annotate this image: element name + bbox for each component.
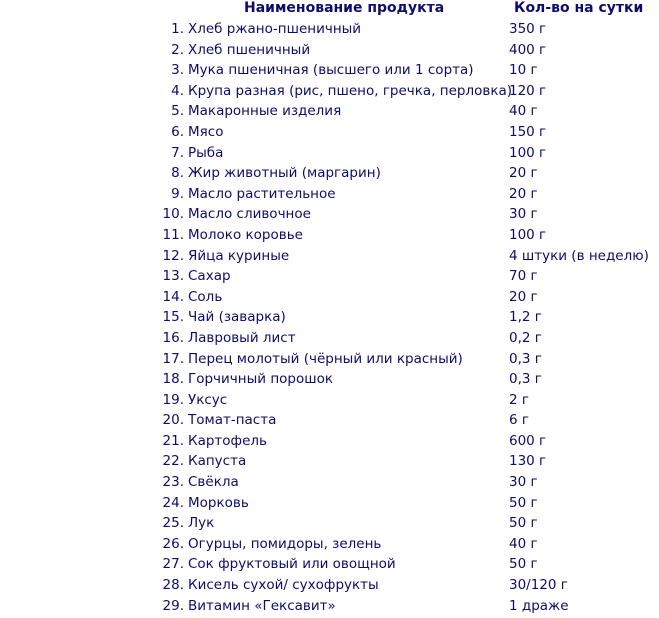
- row-number: 21.: [162, 432, 184, 449]
- product-name: Яйца куриные: [188, 247, 290, 264]
- table-row: [0, 81, 659, 102]
- table-header: [0, 0, 659, 18]
- product-name: Мясо: [188, 123, 224, 140]
- table-row: [0, 266, 659, 287]
- product-quantity: 30 г: [509, 474, 538, 491]
- table-row: [0, 184, 659, 205]
- table-row: [0, 101, 659, 122]
- row-number: 12.: [162, 247, 184, 264]
- product-name: Картофель: [188, 432, 267, 449]
- table-row: [0, 534, 659, 555]
- table-row: [0, 513, 659, 534]
- row-number: 26.: [162, 535, 184, 552]
- product-name: Мука пшеничная (высшего или 1 сорта): [188, 62, 474, 79]
- product-name: Масло растительное: [188, 185, 336, 202]
- product-quantity: 0,3 г: [509, 350, 542, 367]
- table-row: [0, 60, 659, 81]
- product-name: Перец молотый (чёрный или красный): [188, 350, 463, 367]
- row-number: 11.: [162, 226, 184, 243]
- product-quantity: 10 г: [509, 62, 538, 79]
- product-quantity: 6 г: [509, 412, 529, 429]
- product-name: Макаронные изделия: [188, 103, 342, 120]
- product-name: Огурцы, помидоры, зелень: [188, 535, 382, 552]
- product-quantity: 400 г: [509, 41, 547, 58]
- row-number: 3.: [171, 62, 184, 79]
- product-name: Сок фруктовый или овощной: [188, 556, 396, 573]
- product-name: Витамин «Гексавит»: [188, 597, 336, 614]
- product-quantity: 20 г: [509, 165, 538, 182]
- row-number: 9.: [171, 185, 184, 202]
- product-name: Молоко коровье: [188, 226, 303, 243]
- product-quantity: 100 г: [509, 144, 547, 161]
- table-row: [0, 493, 659, 514]
- table-row: [0, 143, 659, 164]
- product-quantity: 20 г: [509, 288, 538, 305]
- product-quantity: 1,2 г: [509, 309, 542, 326]
- table-row: [0, 287, 659, 308]
- table-row: [0, 225, 659, 246]
- product-name: Крупа разная (рис, пшено, гречка, перловка): [188, 82, 513, 99]
- table-row: [0, 472, 659, 493]
- table-row: [0, 204, 659, 225]
- product-name: Свёкла: [188, 474, 239, 491]
- product-quantity: 50 г: [509, 494, 538, 511]
- product-name: Хлеб ржано-пшеничный: [188, 21, 362, 37]
- row-number: 19.: [162, 391, 184, 408]
- row-number: 13.: [162, 268, 184, 285]
- product-quantity: 20 г: [509, 185, 538, 202]
- row-number: 7.: [171, 144, 184, 161]
- product-quantity: 2 г: [509, 391, 529, 408]
- product-name: Чай (заварка): [188, 309, 286, 326]
- product-quantity: 30 г: [509, 206, 538, 223]
- table-row: [0, 390, 659, 411]
- row-number: 16.: [162, 329, 184, 346]
- product-quantity: 30/120 г: [509, 577, 568, 594]
- row-number: 27.: [162, 556, 184, 573]
- row-number: 8.: [171, 165, 184, 182]
- row-number: 10.: [162, 206, 184, 223]
- product-quantity: 50 г: [509, 556, 538, 573]
- product-quantity: 600 г: [509, 432, 547, 449]
- product-quantity: 130 г: [509, 453, 547, 470]
- table-row: [0, 246, 659, 267]
- product-name: Жир животный (маргарин): [188, 165, 381, 182]
- table-row: [0, 451, 659, 472]
- table-row: [0, 328, 659, 349]
- row-number: 2.: [171, 41, 184, 58]
- header-quantity-per-day: Кол-во на сутки: [514, 0, 644, 16]
- table-row: [0, 575, 659, 596]
- product-name: Лавровый лист: [188, 329, 296, 346]
- table-row: [0, 122, 659, 143]
- row-number: 5.: [171, 103, 184, 120]
- product-name: Горчичный порошок: [188, 371, 334, 388]
- row-number: 23.: [162, 474, 184, 491]
- table-row: [0, 596, 659, 617]
- product-quantity: 1 драже: [509, 597, 569, 614]
- table-row: [0, 410, 659, 431]
- product-quantity: 40 г: [509, 535, 538, 552]
- product-name: Томат-паста: [188, 412, 277, 429]
- row-number: 17.: [162, 350, 184, 367]
- header-product-name: Наименование продукта: [244, 0, 445, 16]
- product-name: Лук: [188, 515, 215, 532]
- row-number: 4.: [171, 82, 184, 99]
- table-row: [0, 40, 659, 61]
- product-quantity: 100 г: [509, 226, 547, 243]
- product-quantity: 50 г: [509, 515, 538, 532]
- row-number: 25.: [162, 515, 184, 532]
- row-number: 29.: [162, 597, 184, 614]
- product-quantity: 0,3 г: [509, 371, 542, 388]
- row-number: 22.: [162, 453, 184, 470]
- product-name: Соль: [188, 288, 223, 305]
- row-number: 18.: [162, 371, 184, 388]
- product-quantity: 0,2 г: [509, 329, 542, 346]
- table-row: [0, 554, 659, 575]
- product-name: Морковь: [188, 494, 249, 511]
- table-row: [0, 163, 659, 184]
- table-row: [0, 19, 659, 40]
- table-row: [0, 349, 659, 370]
- table-row: [0, 431, 659, 452]
- row-number: 15.: [162, 309, 184, 326]
- product-name: Капуста: [188, 453, 247, 470]
- product-name: Кисель сухой/ сухофрукты: [188, 577, 379, 594]
- row-number: 28.: [162, 577, 184, 594]
- product-name: Уксус: [188, 391, 228, 408]
- product-quantity: 4 штуки (в неделю): [509, 247, 649, 264]
- product-name: Рыба: [188, 144, 224, 161]
- product-name: Сахар: [188, 268, 231, 285]
- row-number: 6.: [171, 123, 184, 140]
- table-row: [0, 369, 659, 390]
- row-number: 20.: [162, 412, 184, 429]
- row-number: 24.: [162, 494, 184, 511]
- product-quantity: 150 г: [509, 123, 547, 140]
- product-name: Хлеб пшеничный: [188, 41, 311, 58]
- table-row: [0, 307, 659, 328]
- table-body: [0, 19, 659, 616]
- product-quantity: 70 г: [509, 268, 538, 285]
- product-name: Масло сливочное: [188, 206, 311, 223]
- product-quantity: 350 г: [509, 21, 547, 37]
- product-quantity: 40 г: [509, 103, 538, 120]
- row-number: 14.: [162, 288, 184, 305]
- product-quantity: 120 г: [509, 82, 547, 99]
- row-number: 1.: [171, 21, 184, 37]
